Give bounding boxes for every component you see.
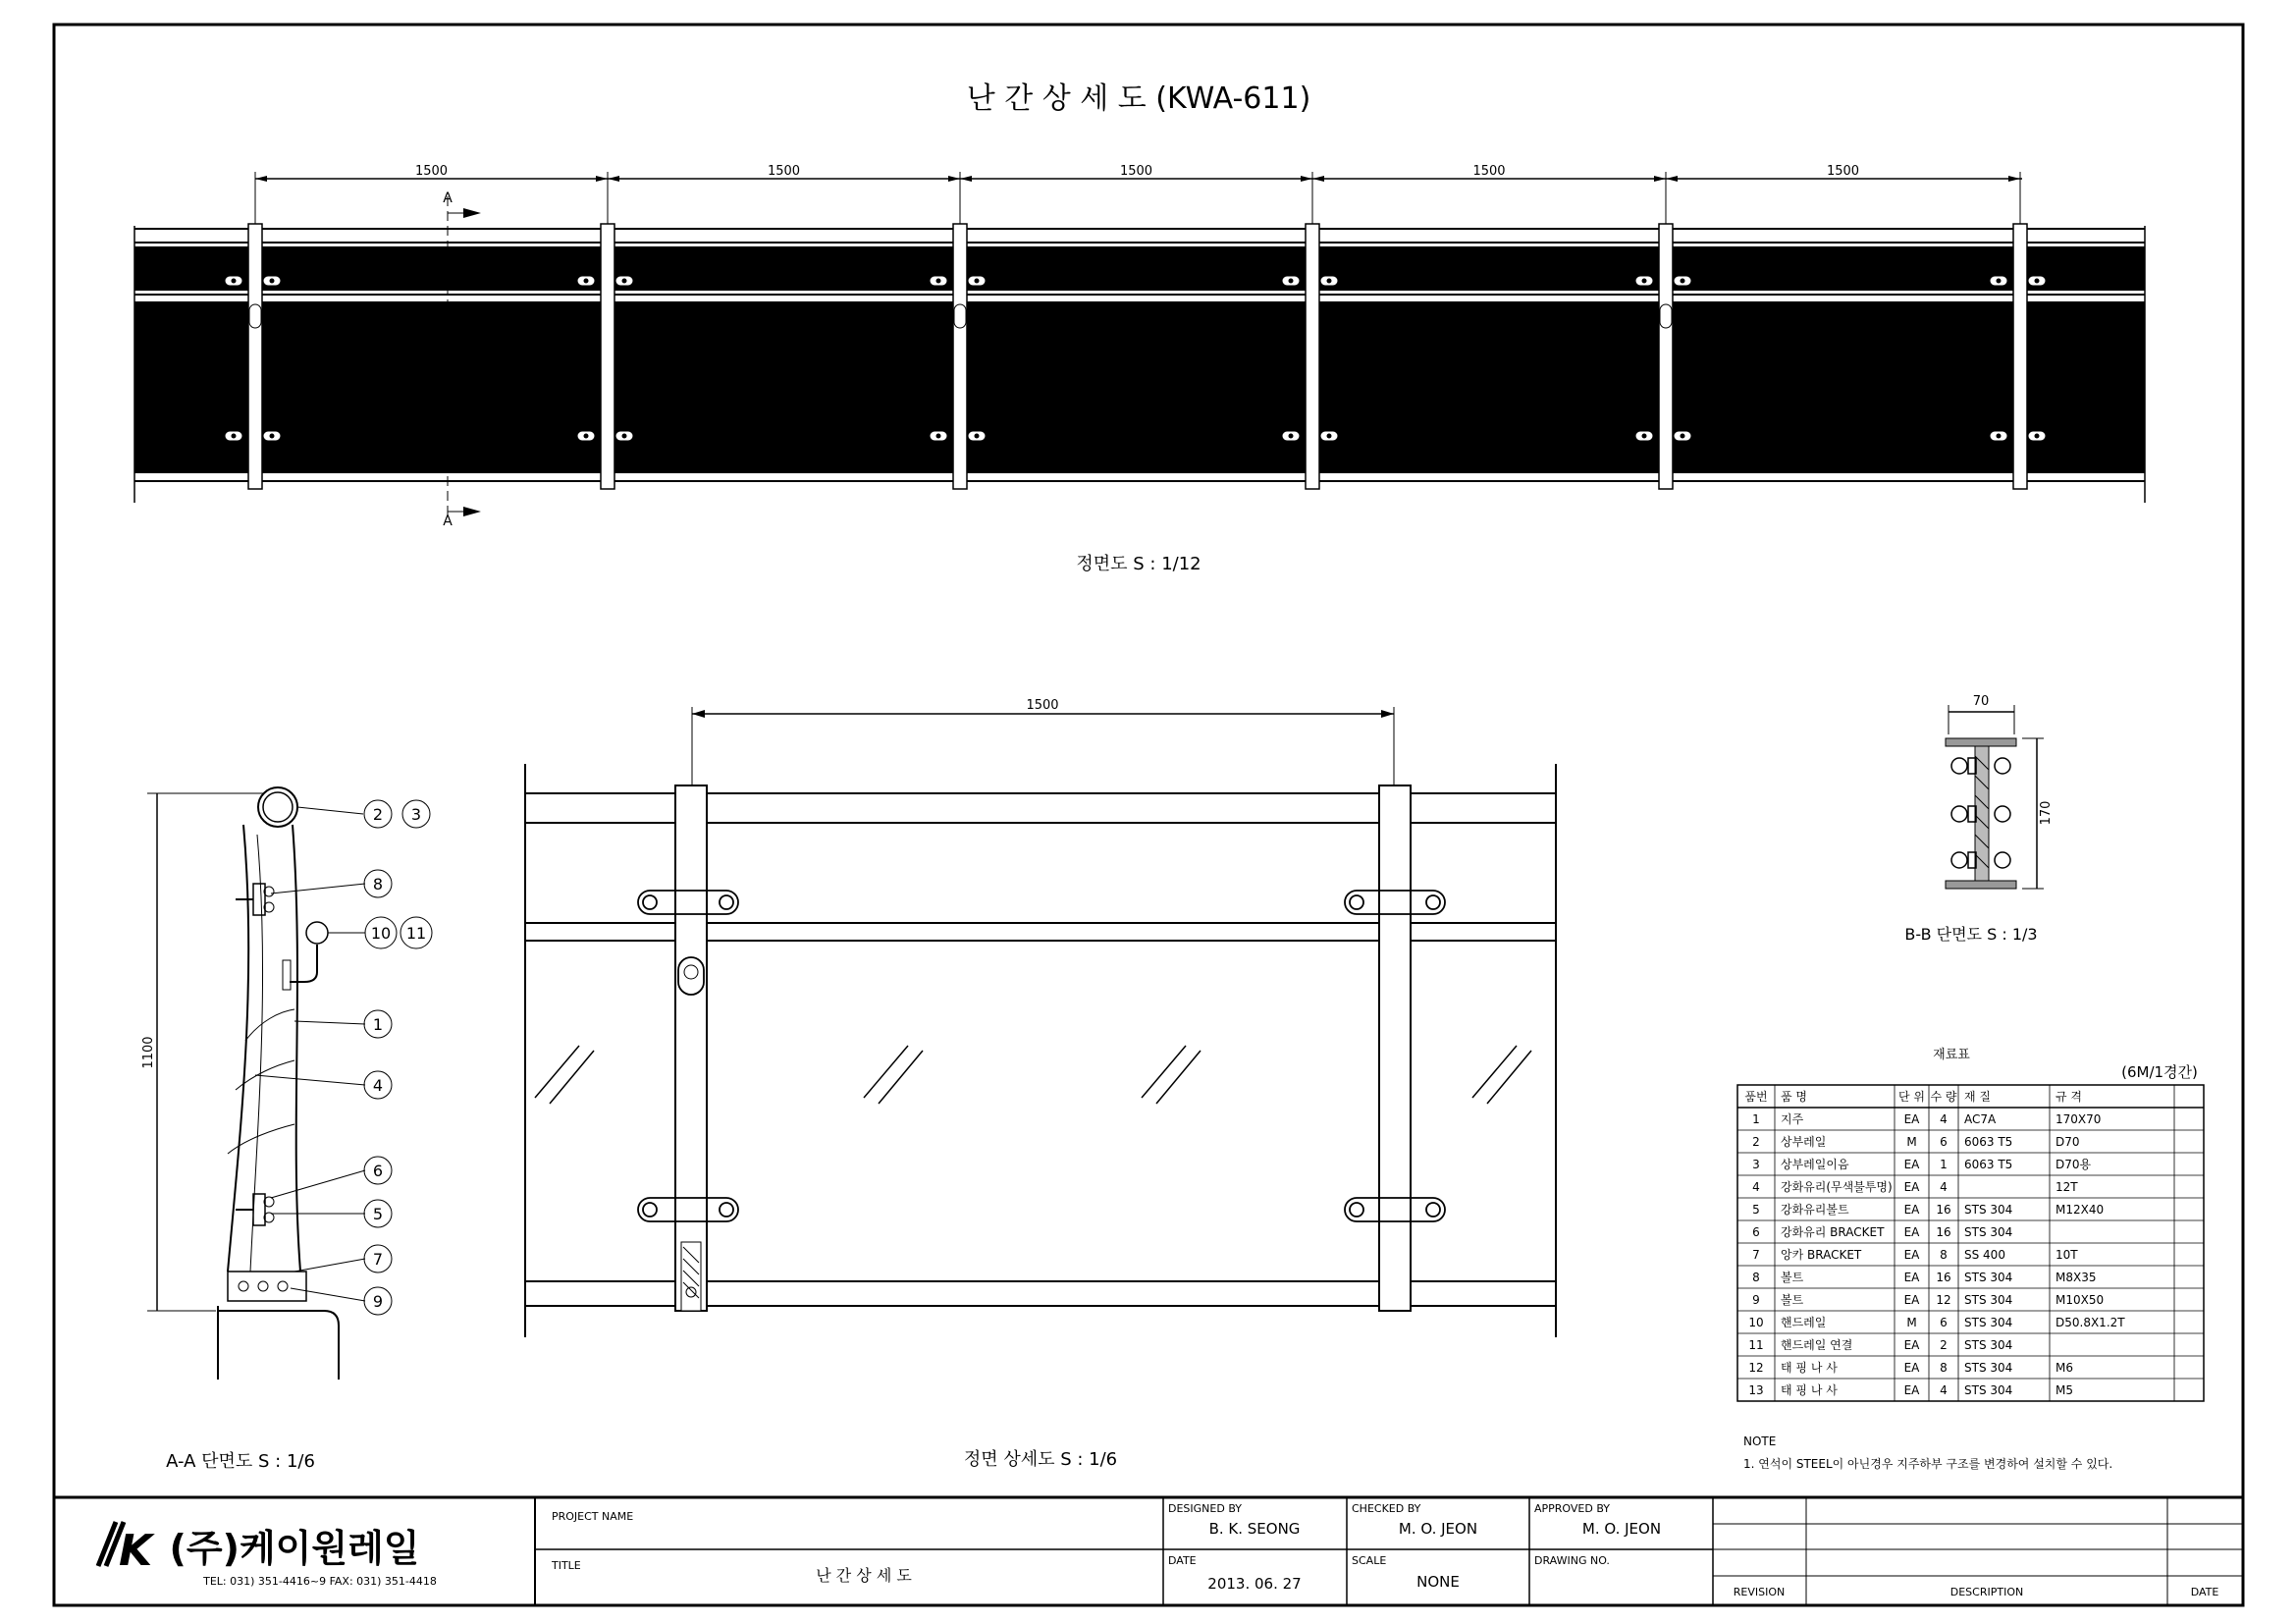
section-aa-caption: A-A 단면도 S : 1/6 — [166, 1451, 315, 1472]
bom-cell: M — [1906, 1316, 1917, 1329]
bom-cell: STS 304 — [1964, 1338, 2013, 1352]
bom-cell: 16 — [1936, 1203, 1951, 1217]
bom-cell: 16 — [1936, 1271, 1951, 1284]
bom-cell: STS 304 — [1964, 1361, 2013, 1375]
bom-cell: EA — [1903, 1248, 1920, 1262]
top-post-6 — [2013, 224, 2027, 489]
main-title: 난 간 상 세 도 (KWA-611) — [966, 81, 1311, 116]
bom-cell: EA — [1903, 1293, 1920, 1307]
scale-label: SCALE — [1352, 1554, 1387, 1567]
top-dimension-1: 1500 — [414, 164, 449, 179]
bom-cell: 16 — [1936, 1225, 1951, 1239]
bom-cell: M6 — [2056, 1361, 2073, 1375]
detail-dimension: 1500 — [1026, 698, 1059, 713]
approved-by-label: APPROVED BY — [1534, 1502, 1611, 1515]
section-marker-a-top: A — [443, 190, 453, 206]
main-glass-panel — [134, 301, 2145, 473]
bom-cell: D70 — [2056, 1135, 2080, 1149]
bom-cell: 12 — [1748, 1361, 1764, 1375]
bom-cell: 6 — [1752, 1225, 1760, 1239]
callout-4: 4 — [372, 1076, 384, 1095]
bom-cell: 볼트 — [1781, 1271, 1804, 1284]
bom-header-cell: 재 질 — [1964, 1090, 1991, 1104]
top-view-caption: 정면도 S : 1/12 — [1076, 554, 1201, 574]
bom-cell: 2 — [1752, 1135, 1760, 1149]
date-value: 2013. 06. 27 — [1207, 1575, 1302, 1593]
bom-cell: EA — [1903, 1338, 1920, 1352]
bom-cell: 상부레일 — [1781, 1135, 1827, 1149]
top-post-4 — [1306, 224, 1319, 489]
bom-cell: 8 — [1752, 1271, 1760, 1284]
bom-cell: 4 — [1940, 1383, 1948, 1397]
bom-cell: 11 — [1748, 1338, 1764, 1352]
bom-cell: STS 304 — [1964, 1383, 2013, 1397]
company-logo — [98, 1522, 155, 1576]
top-front-view — [134, 164, 2145, 529]
bom-cell: 5 — [1752, 1203, 1760, 1217]
top-post-3 — [953, 224, 967, 489]
bom-header-cell: 품번 — [1744, 1090, 1768, 1104]
company-logo-letter: K — [118, 1526, 153, 1576]
bom-subtitle: (6M/1경간) — [2121, 1063, 2198, 1081]
section-bb-caption: B-B 단면도 S : 1/3 — [1904, 925, 2038, 944]
bom-cell: 10 — [1748, 1316, 1764, 1329]
company-contact: TEL: 031) 351-4416~9 FAX: 031) 351-4418 — [203, 1575, 437, 1588]
bom-cell: 3 — [1752, 1158, 1760, 1171]
bom-cell: 앙카 BRACKET — [1781, 1248, 1862, 1262]
bom-cell: STS 304 — [1964, 1225, 2013, 1239]
top-dimension-3: 1500 — [1119, 164, 1153, 179]
bom-cell: M8X35 — [2056, 1271, 2097, 1284]
revision-label: REVISION — [1733, 1586, 1786, 1598]
description-label: DESCRIPTION — [1949, 1586, 2024, 1598]
callout-8: 8 — [372, 875, 384, 893]
bom-cell: 6063 T5 — [1964, 1135, 2013, 1149]
bom-cell: 13 — [1748, 1383, 1764, 1397]
bom-cell: EA — [1903, 1158, 1920, 1171]
bom-cell: AC7A — [1964, 1112, 1997, 1126]
title-label: TITLE — [552, 1559, 581, 1572]
bom-cell: STS 304 — [1964, 1203, 2013, 1217]
bom-cell: 8 — [1940, 1361, 1948, 1375]
bom-cell: 1 — [1940, 1158, 1948, 1171]
bom-cell: 핸드레일 연결 — [1781, 1338, 1853, 1352]
bom-cell: M — [1906, 1135, 1917, 1149]
drawing-title: 난 간 상 세 도 — [816, 1566, 912, 1585]
bom-header-cell: 규 격 — [2056, 1090, 2082, 1104]
company-name: (주)케이원레일 — [169, 1527, 420, 1570]
bom-cell: 2 — [1940, 1338, 1948, 1352]
callout-10: 10 — [370, 924, 392, 943]
bom-cell: EA — [1903, 1112, 1920, 1126]
designed-by-label: DESIGNED BY — [1168, 1502, 1242, 1515]
top-dimension-5: 1500 — [1826, 164, 1860, 179]
bom-cell: 7 — [1752, 1248, 1760, 1262]
bom-cell: 9 — [1752, 1293, 1760, 1307]
callout-1: 1 — [372, 1015, 384, 1034]
bom-cell: 지주 — [1781, 1112, 1804, 1126]
bom-header-cell: 수 량 — [1930, 1090, 1957, 1104]
bom-cell: 1 — [1752, 1112, 1760, 1126]
top-post-5 — [1659, 224, 1673, 489]
approved-by: M. O. JEON — [1581, 1520, 1662, 1538]
bom-cell: 4 — [1752, 1180, 1760, 1194]
bom-title: 재료표 — [1933, 1048, 1970, 1062]
callout-3: 3 — [410, 805, 422, 824]
drawing-no-label: DRAWING NO. — [1534, 1554, 1610, 1567]
top-dimension-4: 1500 — [1472, 164, 1506, 179]
bom-cell: EA — [1903, 1361, 1920, 1375]
bom-cell: EA — [1903, 1203, 1920, 1217]
bom-cell: STS 304 — [1964, 1271, 2013, 1284]
designed-by: B. K. SEONG — [1208, 1520, 1301, 1538]
checked-by-label: CHECKED BY — [1352, 1502, 1421, 1515]
bom-cell: D50.8X1.2T — [2056, 1316, 2125, 1329]
bom-cell: 강화유리볼트 — [1781, 1203, 1849, 1217]
note-text: 1. 연석이 STEEL이 아닌경우 지주하부 구조를 변경하여 설치할 수 있다. — [1743, 1457, 2113, 1471]
bom-cell: 12T — [2056, 1180, 2078, 1194]
bom-table — [1737, 1085, 2204, 1401]
section-bb-height-dim: 170 — [2039, 800, 2054, 826]
section-bb-width-dim: 70 — [1972, 694, 1990, 709]
callout-6: 6 — [372, 1162, 384, 1180]
bom-cell: 12 — [1936, 1293, 1951, 1307]
checked-by: M. O. JEON — [1398, 1520, 1478, 1538]
top-post-1 — [248, 224, 262, 489]
bom-cell: 6063 T5 — [1964, 1158, 2013, 1171]
section-bb-view — [1946, 694, 2054, 889]
bom-cell: SS 400 — [1964, 1248, 2005, 1262]
scale-value: NONE — [1416, 1573, 1460, 1591]
callout-5: 5 — [372, 1205, 384, 1223]
bom-cell: 8 — [1940, 1248, 1948, 1262]
bom-cell: M5 — [2056, 1383, 2073, 1397]
bom-cell: 170X70 — [2056, 1112, 2102, 1126]
bom-cell: 상부레일이음 — [1781, 1158, 1849, 1171]
upper-glass-band — [134, 246, 2145, 291]
bom-cell: 태 핑 나 사 — [1781, 1361, 1838, 1375]
callout-11: 11 — [405, 924, 427, 943]
date-label: DATE — [1168, 1554, 1197, 1567]
bom-cell: 강화유리 BRACKET — [1781, 1225, 1885, 1239]
bom-cell: M12X40 — [2056, 1203, 2105, 1217]
top-post-2 — [601, 224, 614, 489]
section-aa-view — [141, 787, 432, 1380]
bom-cell: 볼트 — [1781, 1293, 1804, 1307]
bom-cell: M10X50 — [2056, 1293, 2105, 1307]
bom-cell: 4 — [1940, 1112, 1948, 1126]
bom-cell: EA — [1903, 1180, 1920, 1194]
bom-cell: STS 304 — [1964, 1293, 2013, 1307]
bom-cell: 핸드레일 — [1781, 1316, 1827, 1329]
revision-date-label: DATE — [2190, 1586, 2219, 1598]
bom-cell: 6 — [1940, 1135, 1948, 1149]
detail-view-caption: 정면 상세도 S : 1/6 — [963, 1449, 1118, 1470]
callout-9: 9 — [372, 1292, 384, 1311]
bom-cell: D70용 — [2056, 1158, 2092, 1171]
bom-header-cell: 품 명 — [1781, 1090, 1807, 1104]
section-aa-height-dim: 1100 — [141, 1036, 156, 1069]
bom-cell: 6 — [1940, 1316, 1948, 1329]
callout-2: 2 — [372, 805, 384, 824]
bom-cell: 태 핑 나 사 — [1781, 1383, 1838, 1397]
bom-cell: EA — [1903, 1271, 1920, 1284]
callout-7: 7 — [372, 1250, 384, 1269]
bom-cell: STS 304 — [1964, 1316, 2013, 1329]
bom-cell: 4 — [1940, 1180, 1948, 1194]
bom-header-cell: 단 위 — [1898, 1090, 1925, 1104]
detail-front-view — [525, 698, 1556, 1337]
top-dimension-2: 1500 — [767, 164, 801, 179]
section-marker-a-bottom: A — [443, 514, 453, 529]
bom-cell: 10T — [2056, 1248, 2078, 1262]
bom-cell: EA — [1903, 1383, 1920, 1397]
bom-cell: EA — [1903, 1225, 1920, 1239]
note-label: NOTE — [1743, 1435, 1777, 1448]
project-name-label: PROJECT NAME — [552, 1510, 634, 1523]
bom-cell: 강화유리(무색불투명) — [1781, 1180, 1893, 1194]
